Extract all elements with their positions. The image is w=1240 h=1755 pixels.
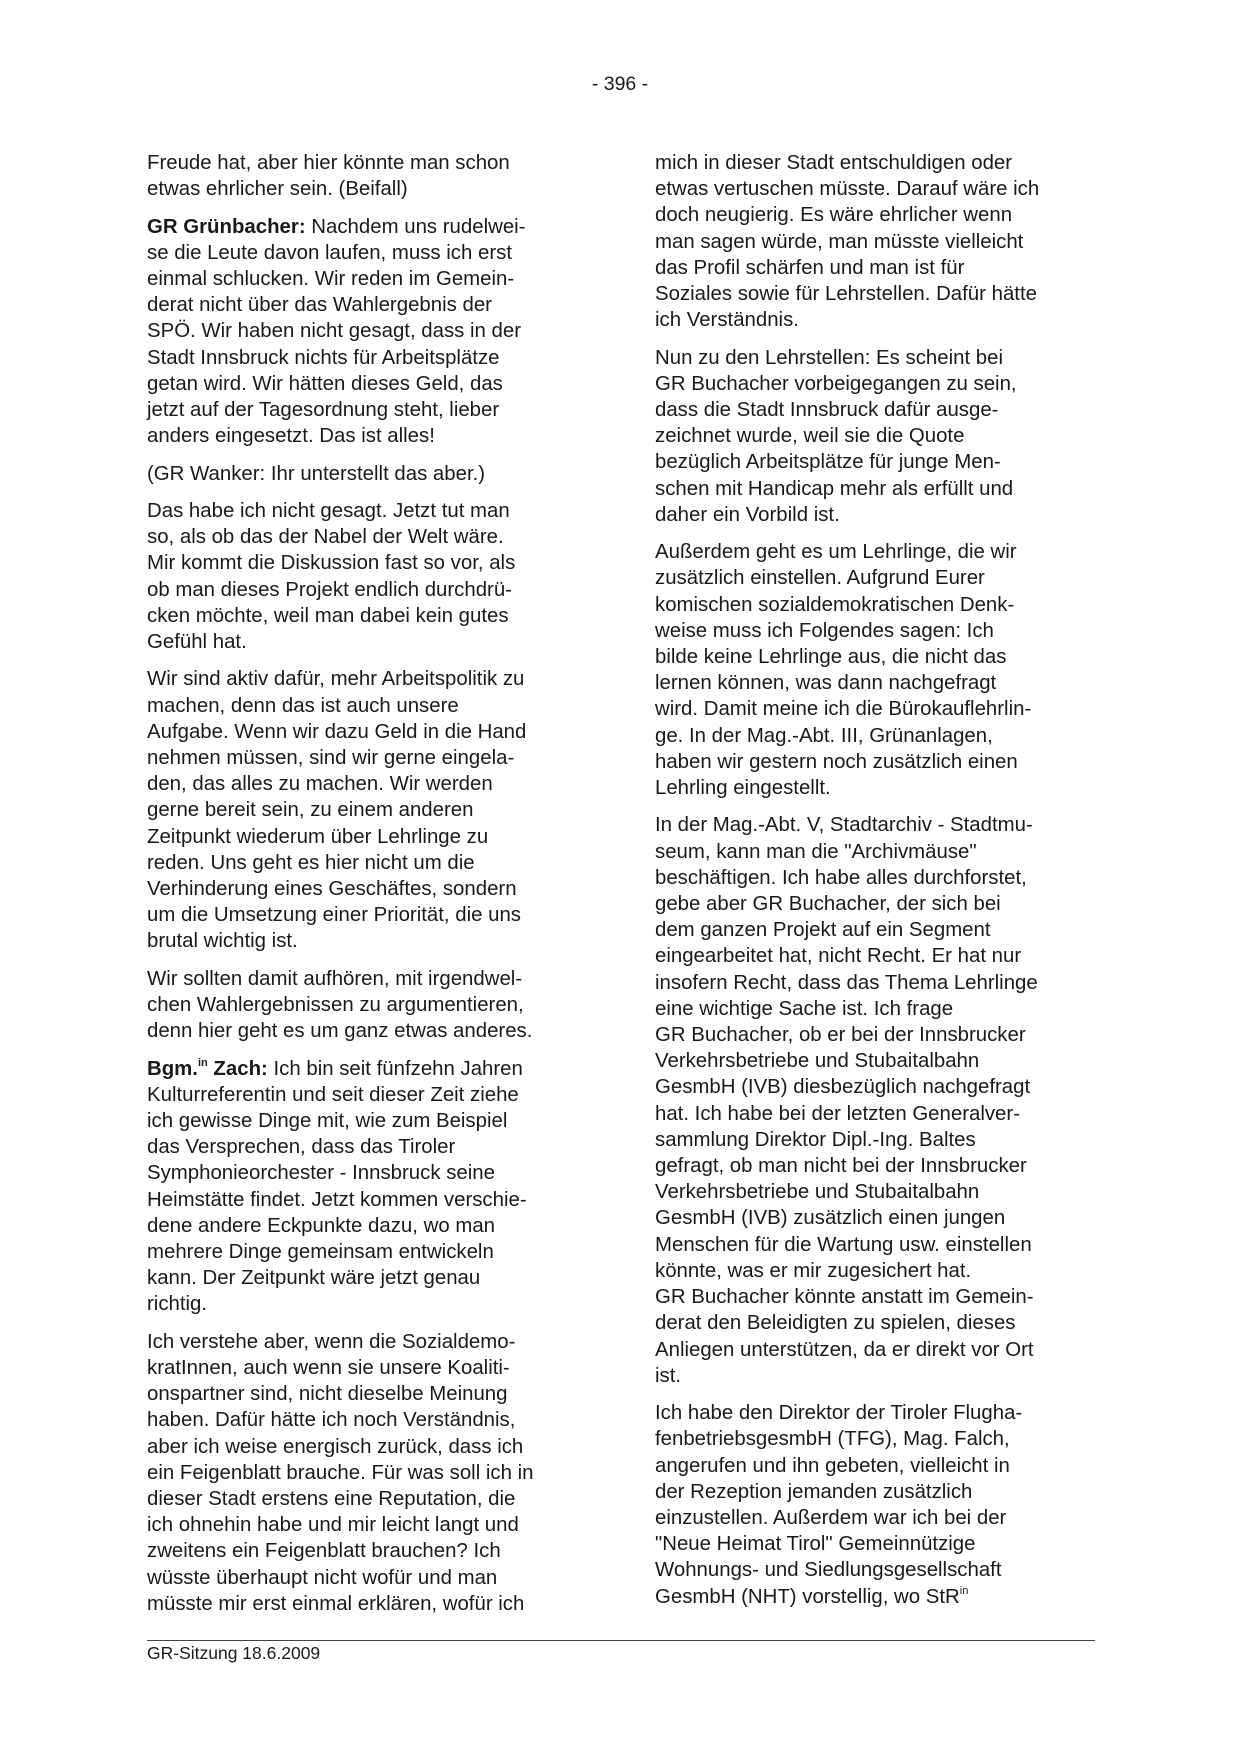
line-text: haben wir gestern noch zusätzlich einen <box>655 750 1018 773</box>
text-line <box>147 1486 587 1512</box>
line-text: Soziales sowie für Lehrstellen. Dafür hätte <box>655 283 1037 306</box>
text-line <box>147 318 587 344</box>
paragraph <box>147 666 587 954</box>
text-line <box>147 629 587 655</box>
line-text: Mir kommt die Diskussion fast so vor, als <box>147 552 516 575</box>
line-text: Das habe ich nicht gesagt. Jetzt tut man <box>147 500 510 522</box>
text-line <box>147 1291 587 1317</box>
text-line <box>655 996 1095 1022</box>
text-line <box>147 1160 587 1186</box>
text-line <box>147 797 587 823</box>
line-text: nehmen müssen, sind wir gerne eingela- <box>147 747 515 770</box>
line-text: sammlung Direktor Dipl.-Ing. Baltes <box>655 1128 976 1151</box>
text-line <box>655 539 1095 565</box>
text-line <box>147 1018 587 1044</box>
paragraph <box>655 1400 1095 1610</box>
text-line <box>655 1426 1095 1452</box>
line-text: Nun zu den Lehrstellen: Es scheint bei <box>655 346 1003 369</box>
text-line <box>655 307 1095 333</box>
text-line <box>655 1127 1095 1153</box>
line-text: beschäftigen. Ich habe alles durchforstet, <box>655 866 1027 889</box>
text-line <box>147 461 587 487</box>
text-line <box>147 214 587 240</box>
line-text: Verhinderung eines Geschäftes, sondern <box>147 878 517 901</box>
paragraph <box>147 966 587 1045</box>
text-line <box>147 902 587 928</box>
line-text: seum, kann man die "Archivmäuse" <box>655 840 977 863</box>
paragraph <box>147 1329 587 1617</box>
text-line <box>655 1479 1095 1505</box>
text-line <box>655 1337 1095 1363</box>
text-line <box>147 876 587 902</box>
text-line <box>147 345 587 371</box>
line-text: angerufen und ihn gebeten, vielleicht in <box>655 1454 1010 1477</box>
line-text: dieser Stadt erstens eine Reputation, die <box>147 1488 516 1511</box>
line-text: bezüglich Arbeitsplätze für junge Men- <box>655 451 1001 474</box>
speaker-name-tail: Zach: <box>207 1057 268 1080</box>
line-text: bilde keine Lehrlinge aus, die nicht das <box>655 646 1007 669</box>
text-line <box>147 1460 587 1486</box>
line-text: GR Buchacher, ob er bei der Innsbrucker <box>655 1024 1026 1047</box>
line-text: könnte, was er mir zugesichert hat. <box>655 1259 972 1282</box>
line-text: schen mit Handicap mehr als erfüllt und <box>655 477 1014 500</box>
text-line <box>147 1407 587 1433</box>
text-line <box>147 1082 587 1108</box>
line-text: ge. In der Mag.-Abt. III, Grünanlagen, <box>655 724 993 747</box>
line-text: Anliegen unterstützen, da er direkt vor Ort <box>655 1338 1034 1361</box>
line-text: Wir sind aktiv dafür, mehr Arbeitspolitik zu <box>147 668 525 691</box>
line-text: doch neugierig. Es wäre ehrlicher wenn <box>655 204 1013 227</box>
text-line <box>655 970 1095 996</box>
line-text: haben. Dafür hätte ich noch Verständnis, <box>147 1409 516 1432</box>
line-text: man sagen würde, man müsste vielleicht <box>655 230 1024 253</box>
text-line <box>147 1239 587 1265</box>
text-line <box>147 603 587 629</box>
text-line <box>655 749 1095 775</box>
text-line <box>655 476 1095 502</box>
text-line <box>655 176 1095 202</box>
line-text: Ich bin seit fünfzehn Jahren <box>273 1057 523 1080</box>
text-line <box>655 839 1095 865</box>
text-line <box>655 1363 1095 1389</box>
line-text: jetzt auf der Tagesordnung steht, lieber <box>147 399 500 422</box>
text-line <box>147 666 587 692</box>
line-text: den, das alles zu machen. Wir werden <box>147 773 493 796</box>
text-line <box>655 1179 1095 1205</box>
line-text: Nachdem uns rudelwei- <box>311 215 526 238</box>
line-text: dene andere Eckpunkte dazu, wo man <box>147 1214 496 1237</box>
line-text: etwas vertuschen müsste. Darauf wäre ich <box>655 178 1040 201</box>
text-line <box>147 550 587 576</box>
line-text: zweitens ein Feigenblatt brauchen? Ich <box>147 1540 501 1563</box>
line-text: das Versprechen, dass das Tiroler <box>147 1136 456 1159</box>
line-text: anders eingesetzt. Das ist alles! <box>147 425 435 448</box>
text-line <box>147 524 587 550</box>
line-text: zusätzlich einstellen. Aufgrund Eurer <box>655 567 985 590</box>
text-line <box>655 1074 1095 1100</box>
line-text: denn hier geht es um ganz etwas anderes. <box>147 1020 533 1043</box>
text-line <box>147 824 587 850</box>
line-text: Verkehrsbetriebe und Stubaitalbahn <box>655 1050 980 1073</box>
line-text: ein Feigenblatt brauche. Für was soll ich in <box>147 1461 534 1484</box>
text-line <box>655 1453 1095 1479</box>
text-line <box>655 917 1095 943</box>
text-line <box>147 1134 587 1160</box>
text-line <box>655 723 1095 749</box>
line-text: lernen können, was dann nachgefragt <box>655 672 997 695</box>
line-text: das Profil schärfen und man ist für <box>655 256 965 279</box>
line-text: wird. Damit meine ich die Bürokauflehrlin- <box>655 698 1032 721</box>
line-text: zeichnet wurde, weil sie die Quote <box>655 425 965 448</box>
paragraph <box>147 150 587 202</box>
text-line <box>655 1258 1095 1284</box>
text-line <box>655 202 1095 228</box>
text-line <box>147 577 587 603</box>
text-line <box>147 423 587 449</box>
speaker-superscript: in <box>197 1056 208 1069</box>
line-text: Kulturreferentin und seit dieser Zeit ziehe <box>147 1083 519 1106</box>
line-text: komischen sozialdemokratischen Denk- <box>655 593 1015 616</box>
line-text: Freude hat, aber hier könnte man schon <box>147 152 510 174</box>
text-line <box>147 1538 587 1564</box>
line-text: reden. Uns geht es hier nicht um die <box>147 851 475 874</box>
speaker-name: Bgm. <box>147 1057 198 1080</box>
line-text: onspartner sind, nicht dieselbe Meinung <box>147 1383 508 1406</box>
text-line <box>147 1265 587 1291</box>
line-text: fenbetriebsgesmbH (TFG), Mag. Falch, <box>655 1428 1010 1451</box>
line-text: GR Buchacher vorbeigegangen zu sein, <box>655 372 1017 395</box>
text-line <box>147 266 587 292</box>
text-line <box>655 891 1095 917</box>
text-line <box>655 345 1095 371</box>
line-text: wüsste überhaupt nicht wofür und man <box>147 1566 498 1589</box>
text-line <box>147 1213 587 1239</box>
text-line <box>147 966 587 992</box>
text-line <box>655 775 1095 801</box>
text-line <box>147 745 587 771</box>
line-text: hat. Ich habe bei der letzten Generalver- <box>655 1102 1020 1125</box>
line-text: brutal wichtig ist. <box>147 930 298 953</box>
line-text: mehrere Dinge gemeinsam entwickeln <box>147 1241 494 1264</box>
text-line <box>655 255 1095 281</box>
text-line <box>655 1153 1095 1179</box>
line-text: der Rezeption jemanden zusätzlich <box>655 1480 973 1503</box>
line-text: Menschen für die Wartung usw. einstellen <box>655 1233 1032 1256</box>
text-line <box>147 719 587 745</box>
line-text: ich gewisse Dinge mit, wie zum Beispiel <box>147 1110 508 1133</box>
line-text: Ich habe den Direktor der Tiroler Flugha- <box>655 1402 1023 1425</box>
text-line <box>655 1232 1095 1258</box>
text-line <box>147 1381 587 1407</box>
line-text: Symphonieorchester - Innsbruck seine <box>147 1162 495 1185</box>
text-line <box>655 502 1095 528</box>
line-text: machen, denn das ist auch unsere <box>147 694 459 717</box>
text-line <box>655 865 1095 891</box>
text-line <box>655 423 1095 449</box>
text-line <box>147 1512 587 1538</box>
line-text: derat den Beleidigten zu spielen, dieses <box>655 1312 1016 1335</box>
text-line <box>147 928 587 954</box>
text-line <box>147 1355 587 1381</box>
text-line <box>147 1434 587 1460</box>
line-text: chen Wahlergebnissen zu argumentieren, <box>147 994 524 1017</box>
line-text: Lehrling eingestellt. <box>655 777 831 800</box>
text-line <box>655 812 1095 838</box>
text-line <box>655 449 1095 475</box>
paragraph <box>147 461 587 487</box>
line-text: dass die Stadt Innsbruck dafür ausge- <box>655 399 999 422</box>
line-text: Gefühl hat. <box>147 631 247 654</box>
text-line <box>147 771 587 797</box>
text-line <box>147 150 587 176</box>
line-text: müsste mir erst einmal erklären, wofür ich <box>147 1592 525 1615</box>
text-line <box>147 850 587 876</box>
speaker-name: GR Grünbacher: <box>147 215 306 238</box>
text-line <box>147 1187 587 1213</box>
text-line <box>655 1310 1095 1336</box>
line-text: um die Umsetzung einer Priorität, die uns <box>147 904 522 927</box>
line-text: so, als ob das der Nabel der Welt wäre. <box>147 526 504 549</box>
line-text: "Neue Heimat Tirol" Gemeinnützige <box>655 1533 976 1556</box>
line-text: getan wird. Wir hätten dieses Geld, das <box>147 372 503 395</box>
line-text: derat nicht über das Wahlergebnis der <box>147 294 492 317</box>
text-line <box>655 229 1095 255</box>
line-text: ist. <box>655 1364 682 1387</box>
paragraph <box>655 812 1095 1388</box>
footer-divider <box>147 1640 1095 1641</box>
text-line <box>655 1101 1095 1127</box>
line-text: Stadt Innsbruck nichts für Arbeitsplätze <box>147 346 500 369</box>
line-text: etwas ehrlicher sein. (Beifall) <box>147 178 408 201</box>
text-line <box>655 1400 1095 1426</box>
line-text: SPÖ. Wir haben nicht gesagt, dass in der <box>147 320 522 343</box>
paragraph <box>147 498 587 655</box>
line-text: kann. Der Zeitpunkt wäre jetzt genau <box>147 1267 481 1290</box>
left-column <box>147 150 587 1628</box>
footer-session-date: GR-Sitzung 18.6.2009 <box>147 1643 321 1663</box>
text-line <box>655 1531 1095 1557</box>
line-text: einmal schlucken. Wir reden im Gemein- <box>147 268 515 290</box>
text-line <box>147 397 587 423</box>
line-text: se die Leute davon laufen, muss ich erst <box>147 241 512 264</box>
line-text: GesmbH (IVB) diesbezüglich nachgefragt <box>655 1076 1031 1099</box>
page-number: - 396 - <box>591 73 649 95</box>
text-line <box>655 943 1095 969</box>
line-text: cken möchte, weil man dabei kein gutes <box>147 604 509 627</box>
line-text: ich Verständnis. <box>655 309 799 332</box>
paragraph <box>147 214 587 450</box>
line-text: Außerdem geht es um Lehrlinge, die wir <box>655 541 1017 564</box>
superscript: in <box>959 1584 969 1597</box>
line-text: gefragt, ob man nicht bei der Innsbrucker <box>655 1155 1027 1178</box>
text-line <box>147 1565 587 1591</box>
line-text: GesmbH (IVB) zusätzlich einen jungen <box>655 1207 1006 1230</box>
line-text: (GR Wanker: Ihr unterstellt das aber.) <box>147 462 486 485</box>
line-text: ich ohnehin habe und mir leicht langt und <box>147 1514 519 1537</box>
text-line <box>147 1056 587 1082</box>
paragraph <box>147 1056 587 1318</box>
text-line <box>655 1505 1095 1531</box>
text-line <box>147 176 587 202</box>
text-line <box>147 371 587 397</box>
right-column <box>655 150 1095 1621</box>
line-text: Wir sollten damit aufhören, mit irgendwel- <box>147 967 523 990</box>
line-text: In der Mag.-Abt. V, Stadtarchiv - Stadtmu- <box>655 814 1033 837</box>
line-text: dem ganzen Projekt auf ein Segment <box>655 919 991 942</box>
text-line <box>147 292 587 318</box>
line-text: Heimstätte findet. Jetzt kommen verschie- <box>147 1188 527 1211</box>
text-line <box>147 240 587 266</box>
text-line <box>655 1048 1095 1074</box>
line-text: mich in dieser Stadt entschuldigen oder <box>655 152 1013 174</box>
line-text: insofern Recht, dass das Thema Lehrlinge <box>655 971 1038 994</box>
line-text: Zeitpunkt wiederum über Lehrlinge zu <box>147 825 489 848</box>
line-text: eine wichtige Sache ist. Ich frage <box>655 997 954 1020</box>
line-text: Ich verstehe aber, wenn die Sozialdemo- <box>147 1330 516 1353</box>
text-line <box>655 696 1095 722</box>
text-line <box>147 1591 587 1617</box>
text-line <box>655 670 1095 696</box>
line-text: Wohnungs- und Siedlungsgesellschaft <box>655 1559 1002 1582</box>
text-line <box>147 693 587 719</box>
line-text: einzustellen. Außerdem war ich bei der <box>655 1506 1007 1529</box>
line-text: GesmbH (NHT) vorstellig, wo StR <box>655 1585 960 1608</box>
text-line <box>147 1108 587 1134</box>
text-line <box>655 592 1095 618</box>
text-line <box>655 644 1095 670</box>
text-line <box>655 150 1095 176</box>
line-text: richtig. <box>147 1293 208 1316</box>
line-text: Verkehrsbetriebe und Stubaitalbahn <box>655 1181 980 1204</box>
text-line <box>655 281 1095 307</box>
paragraph <box>655 539 1095 801</box>
text-line <box>655 1557 1095 1583</box>
text-line <box>655 1584 1095 1610</box>
line-text: aber ich weise energisch zurück, dass ich <box>147 1435 524 1458</box>
line-text: daher ein Vorbild ist. <box>655 503 840 526</box>
line-text: gerne bereit sein, zu einem anderen <box>147 799 474 822</box>
line-text: ob man dieses Projekt endlich durchdrü- <box>147 578 512 601</box>
line-text: Aufgabe. Wenn wir dazu Geld in die Hand <box>147 720 527 743</box>
text-line <box>655 618 1095 644</box>
line-text: GR Buchacher könnte anstatt im Gemein- <box>655 1286 1034 1309</box>
text-line <box>655 371 1095 397</box>
text-line <box>147 498 587 524</box>
text-line <box>147 992 587 1018</box>
text-line <box>655 1022 1095 1048</box>
line-text: eingearbeitet hat, nicht Recht. Er hat nur <box>655 945 1022 968</box>
paragraph <box>655 345 1095 528</box>
line-text: gebe aber GR Buchacher, der sich bei <box>655 893 1001 916</box>
line-text: weise muss ich Folgendes sagen: Ich <box>655 619 994 642</box>
text-line <box>655 1284 1095 1310</box>
text-line <box>147 1329 587 1355</box>
text-line <box>655 565 1095 591</box>
paragraph <box>655 150 1095 333</box>
text-line <box>655 397 1095 423</box>
text-line <box>655 1205 1095 1231</box>
line-text: kratInnen, auch wenn sie unsere Koaliti- <box>147 1357 510 1380</box>
